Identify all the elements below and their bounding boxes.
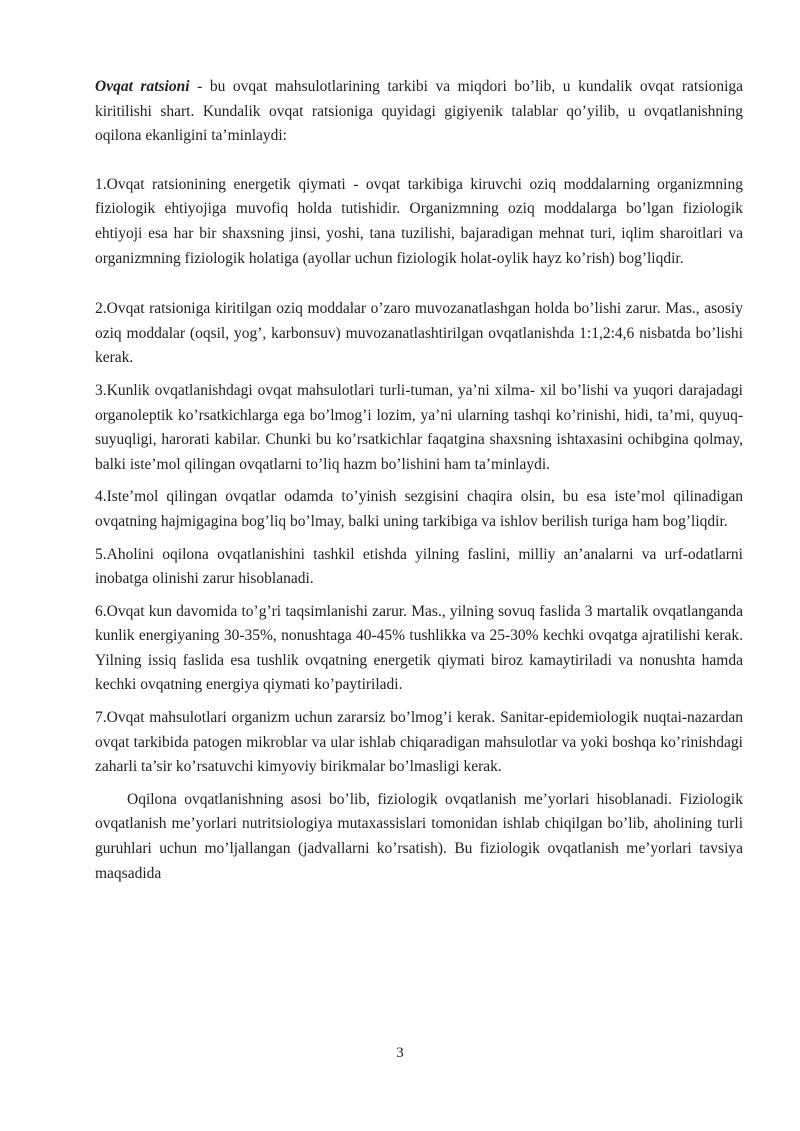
document-page — [95, 75, 743, 886]
list-item-3: 3.Kunlik ovqatlanishdagi ovqat mahsulotlari turli-tuman, ya’ni xilma- xil bo’lishi va yuqori darajadagi organoleptik ko’rsatkichlarga ega bo’lmog’i lozim, ya’ni ularning tashqi ko’rinishi, hidi, ta’mi, quyuq-suyuqligi, harorati kabilar. Chunki bu ko’rsatkichlar faqatgina shaxsning ishtaxasini ochibgina qolmay, balki iste’mol qilingan ovqatlarni to’liq hazm bo’lishini ham ta’minlaydi. — [95, 381, 743, 473]
intro-text: - bu ovqat mahsulotlarining tarkibi va miqdori bo’lib, u kundalik ovqat ratsioniga kiritilishi shart. Kundalik ovqat ratsioniga quyidagi gigiyenik talablar qo’yilib, u ovqatlanishning oqilona ekanligini ta’minlaydi: — [95, 78, 743, 145]
page-number: 3 — [396, 1045, 404, 1061]
intro-paragraph — [95, 75, 743, 149]
closing-paragraph: Oqilona ovqatlanishning asosi bo’lib, fiziologik ovqatlanish me’yorlari hisoblanadi. Fiziologik ovqatlanish me’yorlari nutritsiologiya mutaxassislari tomonidan ishlab chiqilgan bo’lib, aholining turli guruhlari uchun mo’ljallangan (jadvallarni ko’rsatish). Bu fiziologik ovqatlanish me’yorlari tavsiya maqsadida — [95, 790, 743, 882]
list-item-6: 6.Ovqat kun davomida to’g’ri taqsimlanishi zarur. Mas., yilning sovuq faslida 3 martalik ovqatlanganda kunlik energiyaning 30-35%, nonushtaga 40-45% tushlikka va 25-30% kechki ovqatga ajratilishi kerak. Yilning issiq faslida esa tushlik ovqatning energetik qiymati biroz kamaytiriladi va nonushta hamda kechki ovqatning energiya qiymati ko’paytiriladi. — [95, 602, 743, 694]
list-item-5: 5.Aholini oqilona ovqatlanishini tashkil etishda yilning faslini, milliy an’analarni va urf-odatlarni inobatga olinishi zarur hisoblanadi. — [95, 545, 743, 588]
list-item-2: 2.Ovqat ratsioniga kiritilgan oziq moddalar o’zaro muvozanatlashgan holda bo’lishi zarur. Mas., asosiy oziq moddalar (oqsil, yog’, karbonsuv) muvozanatlashtirilgan ovqatlanishda 1:1,2:4,6 nisbatda bo’lishi kerak. — [95, 300, 743, 367]
intro-term: Ovqat ratsioni — [95, 78, 190, 95]
list-item-1: 1.Ovqat ratsionining energetik qiymati - ovqat tarkibiga kiruvchi oziq moddalarning organizmning fiziologik ehtiyojiga muvofiq holda tutishidir. Organizmning oziq moddalarga bo’lgan fiziologik ehtiyoji esa har bir shaxsning jinsi, yoshi, tana tuzilishi, bajaradigan mehnat turi, iqlim sharoitlari va organizmning fiziologik holatiga (ayollar uchun fiziologik holat-oylik hayz ko’rish) bog’liqdir. — [95, 175, 743, 267]
list-item-4: 4.Iste’mol qilingan ovqatlar odamda to’yinish sezgisini chaqira olsin, bu esa iste’mol qilinadigan ovqatning hajmigagina bog’liq bo’lmay, balki uning tarkibiga va ishlov berilish turiga ham bog’liqdir. — [95, 488, 743, 530]
list-item-7: 7.Ovqat mahsulotlari organizm uchun zararsiz bo’lmog’i kerak. Sanitar-epidemiologik nuqtai-nazardan ovqat tarkibida patogen mikroblar va ular ishlab chiqaradigan mahsulotlar va yoki boshqa ko’rinishdagi zaharli ta’sir ko’rsatuvchi kimyoviy birikmalar bo’lmasligi kerak. — [95, 709, 743, 776]
